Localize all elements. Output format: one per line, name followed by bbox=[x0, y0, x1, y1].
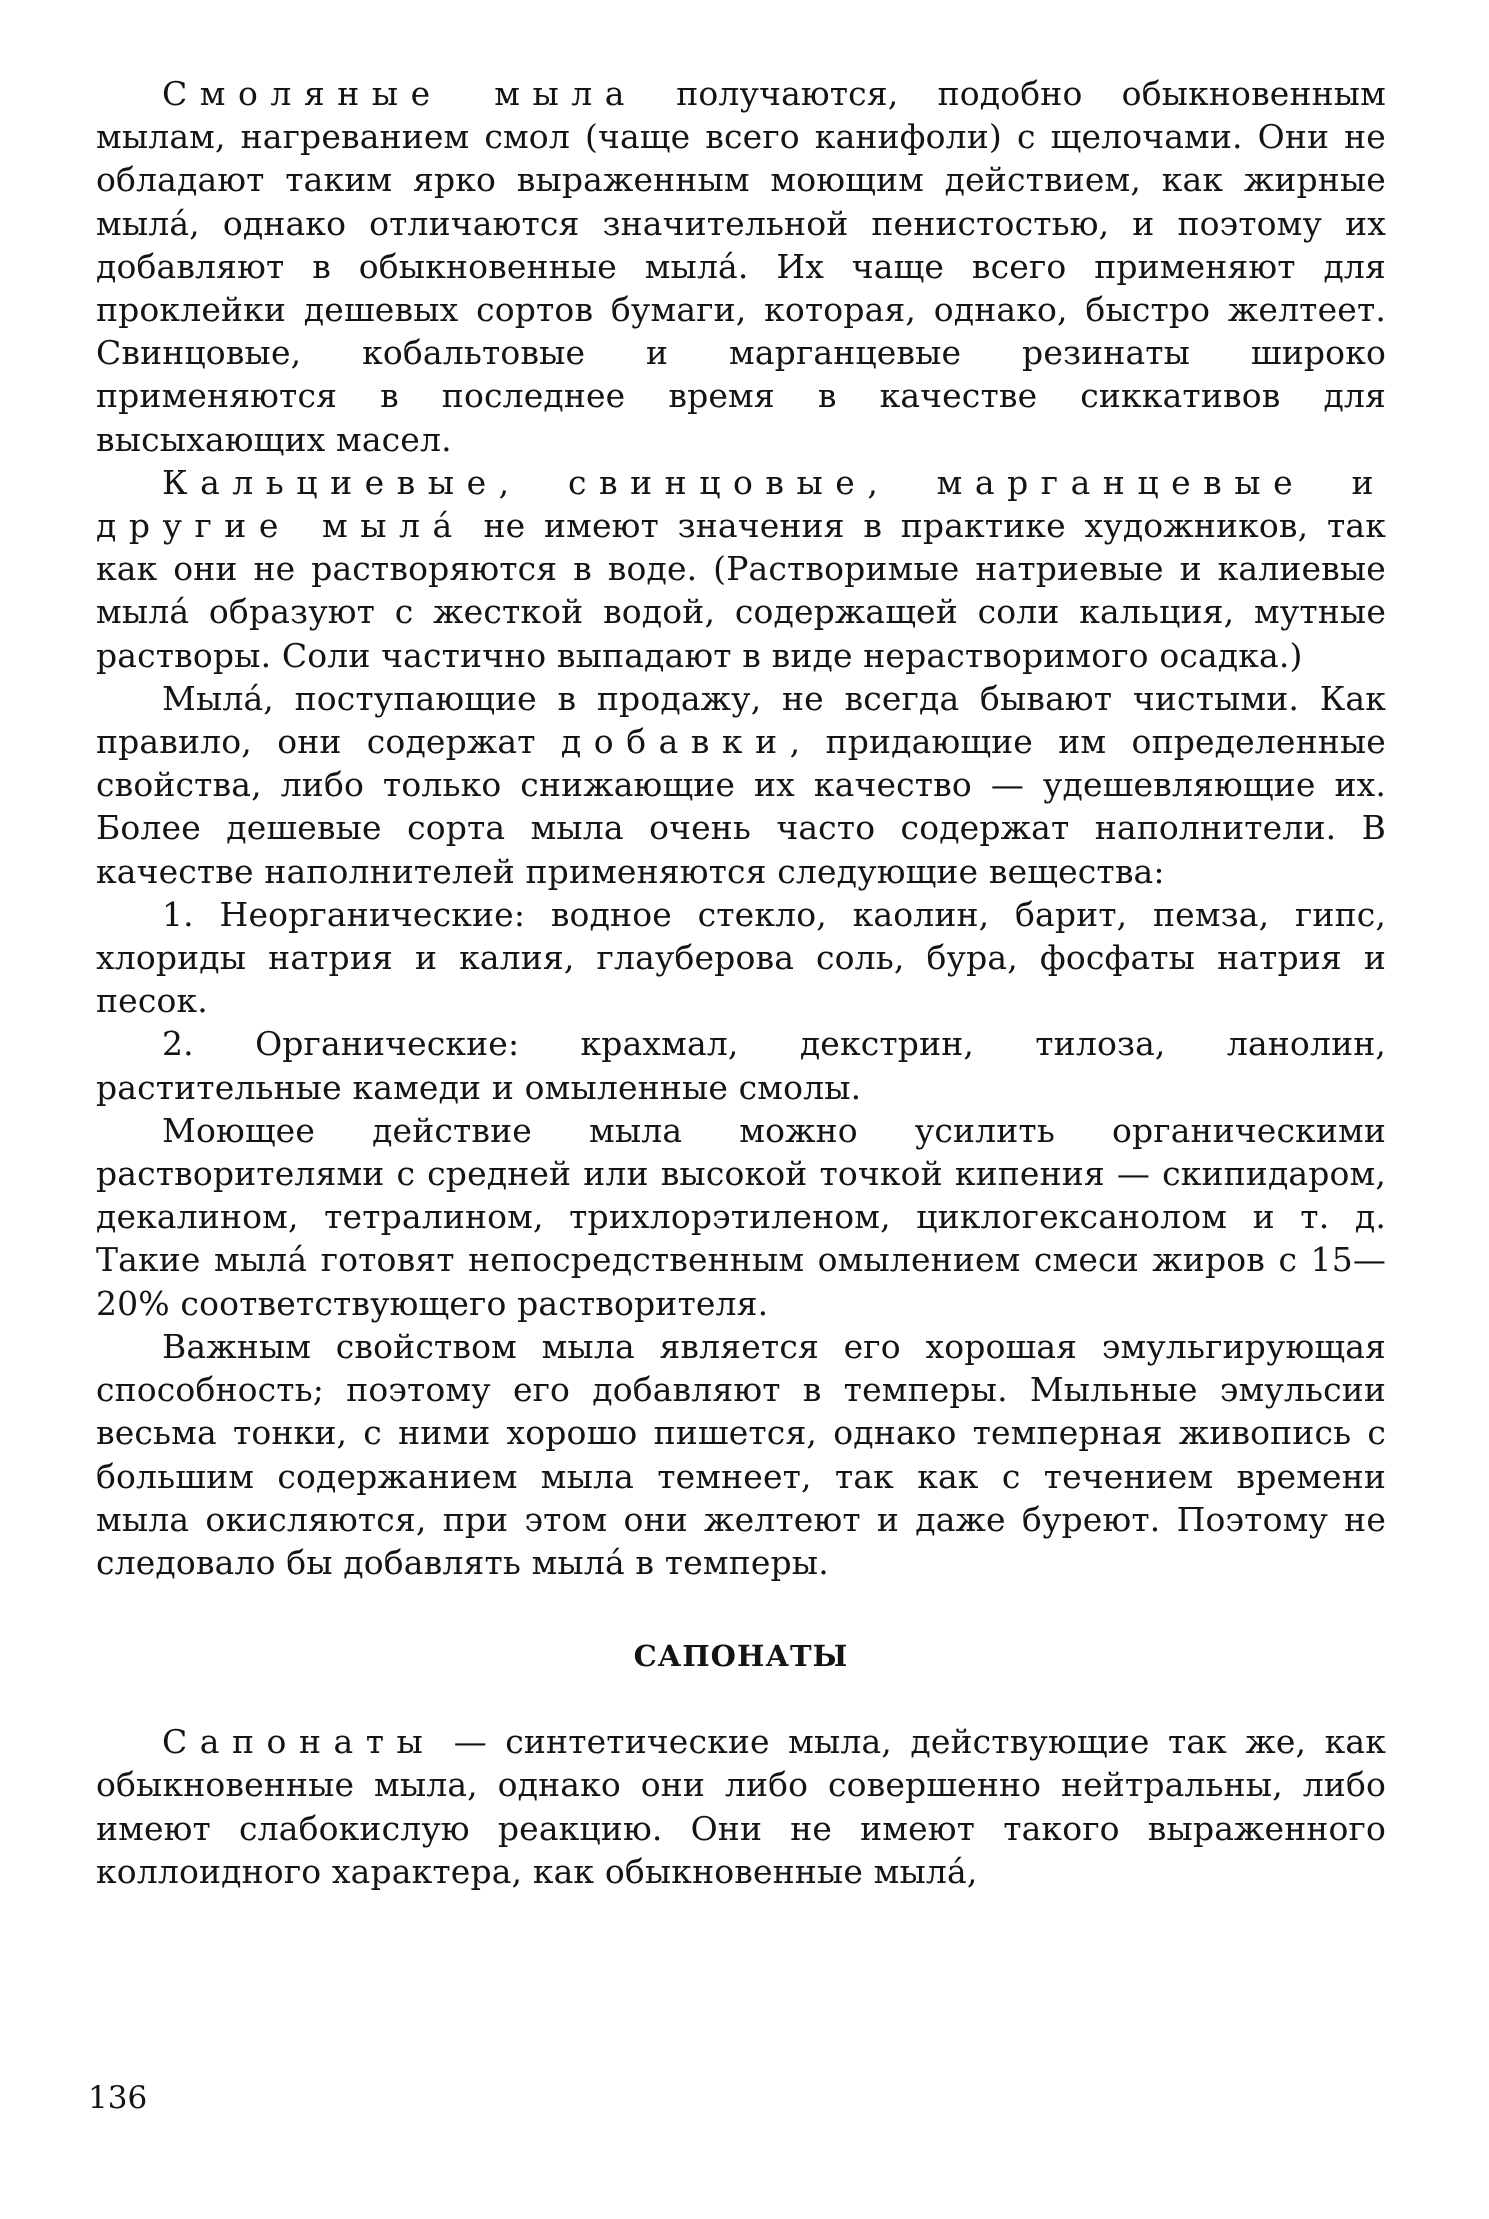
paragraph-emulsifying: Важным свойством мыла является его хорошая эмульгирующая способность; поэтому его добавляют в темперы. Мыльные эмульсии весьма тонки, с ними хорошо пишется, однако темперная живопись с большим содержанием мыла темнеет, так как с течением времени мыла окисляются, при этом они желтеют и даже буреют. Поэтому не следовало бы добавлять мылá в темперы. bbox=[96, 1326, 1386, 1582]
paragraph-solvents: Моющее действие мыла можно усилить органическими растворителями с средней или высокой точкой кипения — скипидаром, декалином, тетралином, трихлорэтиленом, циклогексанолом и т. д. Такие мылá готовят непосредственным омылением смеси жиров с 15—20% соответствующего растворителя. bbox=[96, 1110, 1386, 1323]
spaced-term: Смоляные мыла bbox=[162, 74, 638, 113]
paragraph-additives bbox=[96, 677, 1386, 893]
paragraph-text: не имеют значения в практике художников, так как они не растворяются в воде. (Растворимые натриевые и калиевые мылá образуют с жесткой водой, содержащей соли кальция, мутные растворы. Соли частично выпадают в виде нерастворимого осадка.) bbox=[96, 506, 1386, 675]
spaced-term: Кальциевые, свинцовые, марганцевые и другие мылá bbox=[96, 462, 1386, 546]
paragraph-text: Мылá, поступающие в продажу, не всегда бывают чистыми. Как правило, они содержат bbox=[96, 678, 1386, 762]
paragraph-text: — синтетические мыла, действующие так же, как обыкновенные мыла, однако они либо совершенно нейтральны, либо имеют слабокислую реакцию. Они не имеют такого выраженного коллоидного характера, как обыкновенные мылá, bbox=[96, 1722, 1386, 1891]
paragraph-resin-soaps bbox=[96, 72, 1386, 461]
section-heading: САПОНАТЫ bbox=[633, 1639, 849, 1674]
list-item-inorganic: 1. Неорганические: водное стекло, каолин, барит, пемза, гипс, хлориды натрия и калия, глауберова соль, бура, фосфаты натрия и песок. bbox=[96, 894, 1386, 1021]
page-number: 136 bbox=[88, 2080, 148, 2116]
page-content bbox=[96, 72, 1386, 1893]
spaced-term: Сапонаты bbox=[162, 1722, 436, 1762]
paragraph-text: получаются, подобно обыкновенным мылам, нагреванием смол (чаще всего канифоли) с щелочами. Они не обладают таким ярко выраженным моющим действием, как жирные мылá, однако отличаются значительной пенистостью, и поэтому их добавляют в обыкновенные мылá. Их чаще всего применяют для проклейки дешевых сортов бумаги, которая, однако, быстро желтеет. Свинцовые, кобальтовые и марганцевые резинаты широко применяются в последнее время в качестве сиккативов для высыхающих масел. bbox=[96, 74, 1387, 459]
paragraph-insoluble-soaps bbox=[96, 461, 1386, 677]
paragraph-saponates bbox=[96, 1720, 1386, 1893]
spaced-term: добавки bbox=[560, 722, 790, 762]
list-item-organic: 2. Органические: крахмал, декстрин, тилоза, ланолин, растительные камеди и омыленные смолы. bbox=[96, 1024, 1386, 1107]
paragraph-text: , придающие им определенные свойства, либо только снижающие их качество — удешевляющие их. Более дешевые сорта мыла очень часто содержат наполнители. В качестве наполнителей применяются следующие вещества: bbox=[96, 722, 1386, 891]
